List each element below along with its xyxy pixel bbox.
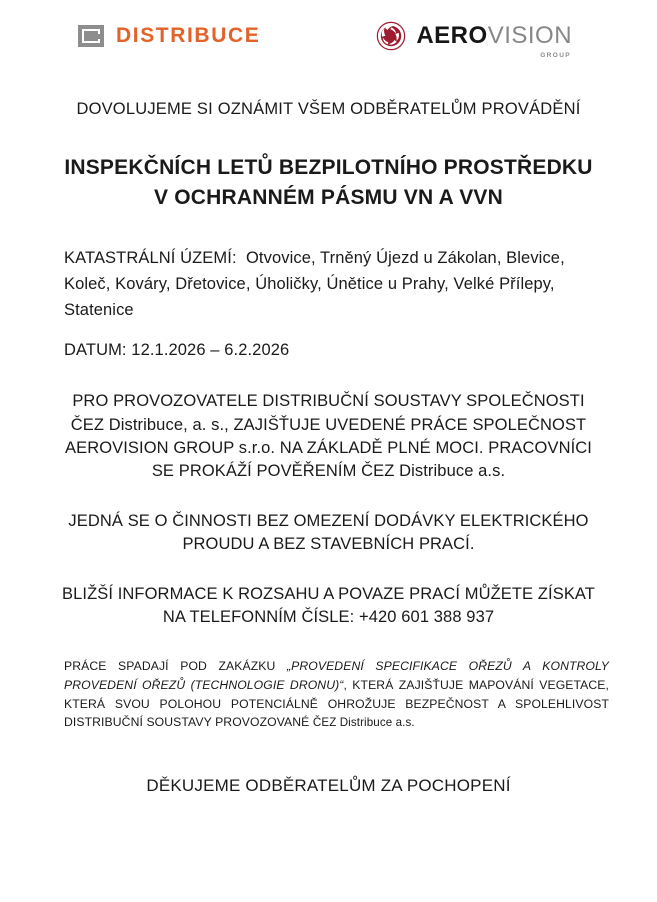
camera-aperture-icon bbox=[376, 21, 406, 51]
aerovision-light-part: VISION bbox=[487, 22, 573, 49]
intro-text: DOVOLUJEME SI OZNÁMIT VŠEM ODBĚRATELŮM PROVÁDĚNÍ bbox=[76, 100, 581, 118]
cez-distribuce-logo bbox=[78, 24, 260, 48]
cadastral-areas bbox=[64, 246, 597, 323]
aerovision-subtitle: GROUP bbox=[540, 51, 572, 59]
cadastral-areas-label: KATASTRÁLNÍ ÚZEMÍ: bbox=[64, 249, 237, 268]
fineprint-lead: PRÁCE SPADAJÍ POD ZAKÁZKU bbox=[64, 659, 287, 674]
cadastral-areas-list: Otvovice, Trněný Újezd u Zákolan, Blevice, Koleč, Kováry, Dřetovice, Úholičky, Únětice u Prahy, Velké Přílepy, Statenice bbox=[64, 249, 565, 319]
fineprint-paragraph bbox=[64, 657, 609, 731]
cez-wordmark: DISTRIBUCE bbox=[116, 24, 261, 47]
aerovision-group-logo bbox=[376, 21, 573, 59]
aerovision-wordmark bbox=[416, 22, 573, 59]
fineprint-company: ČEZ Distribuce a.s. bbox=[312, 716, 415, 730]
fineprint-contract-name: „PROVEDENÍ SPECIFIKACE OŘEZŮ A KONTROLY PROVEDENÍ OŘEZŮ (TECHNOLOGIE DRONU)“ bbox=[64, 659, 609, 692]
closing-text: DĚKUJEME ODBĚRATELŮM ZA POCHOPENÍ bbox=[146, 775, 511, 795]
cez-square-mark-icon bbox=[78, 25, 104, 47]
logo-bar bbox=[0, 0, 657, 72]
operator-paragraph: PRO PROVOZOVATELE DISTRIBUČNÍ SOUSTAVY SPOLEČNOSTI ČEZ Distribuce, a. s., ZAJIŠŤUJE UVEDENÉ PRÁCE SPOLEČNOST AEROVISION GROUP s.r.o. NA ZÁKLADĚ PLNÉ MOCI. PRACOVNÍCI SE PROKÁŽÍ POVĚŘENÍM ČEZ Distribuce a.s. bbox=[64, 392, 592, 481]
page-title: INSPEKČNÍCH LETŮ BEZPILOTNÍHO PROSTŘEDKU V OCHRANNÉM PÁSMU VN A VVN bbox=[64, 155, 593, 209]
date-range: DATUM: 12.1.2026 – 6.2.2026 bbox=[64, 341, 290, 360]
contact-paragraph: BLIŽŠÍ INFORMACE K ROZSAHU A POVAZE PRACÍ MŮŽETE ZÍSKAT NA TELEFONNÍM ČÍSLE: +420 601 388 937 bbox=[62, 584, 595, 627]
fineprint-rest: , KTERÁ ZAJIŠŤUJE MAPOVÁNÍ VEGETACE, KTERÁ SVOU POLOHOU POTENCIÁLNĚ OHROŽUJE BEZPEČNOST A SPOLEHLIVOST DISTRIBUČNÍ SOUSTAVY PROVOZOVANÉ bbox=[64, 678, 609, 730]
aerovision-bold-part: AERO bbox=[416, 22, 488, 49]
no-outage-paragraph: JEDNÁ SE O ČINNOSTI BEZ OMEZENÍ DODÁVKY ELEKTRICKÉHO PROUDU A BEZ STAVEBNÍCH PRACÍ. bbox=[68, 511, 589, 554]
